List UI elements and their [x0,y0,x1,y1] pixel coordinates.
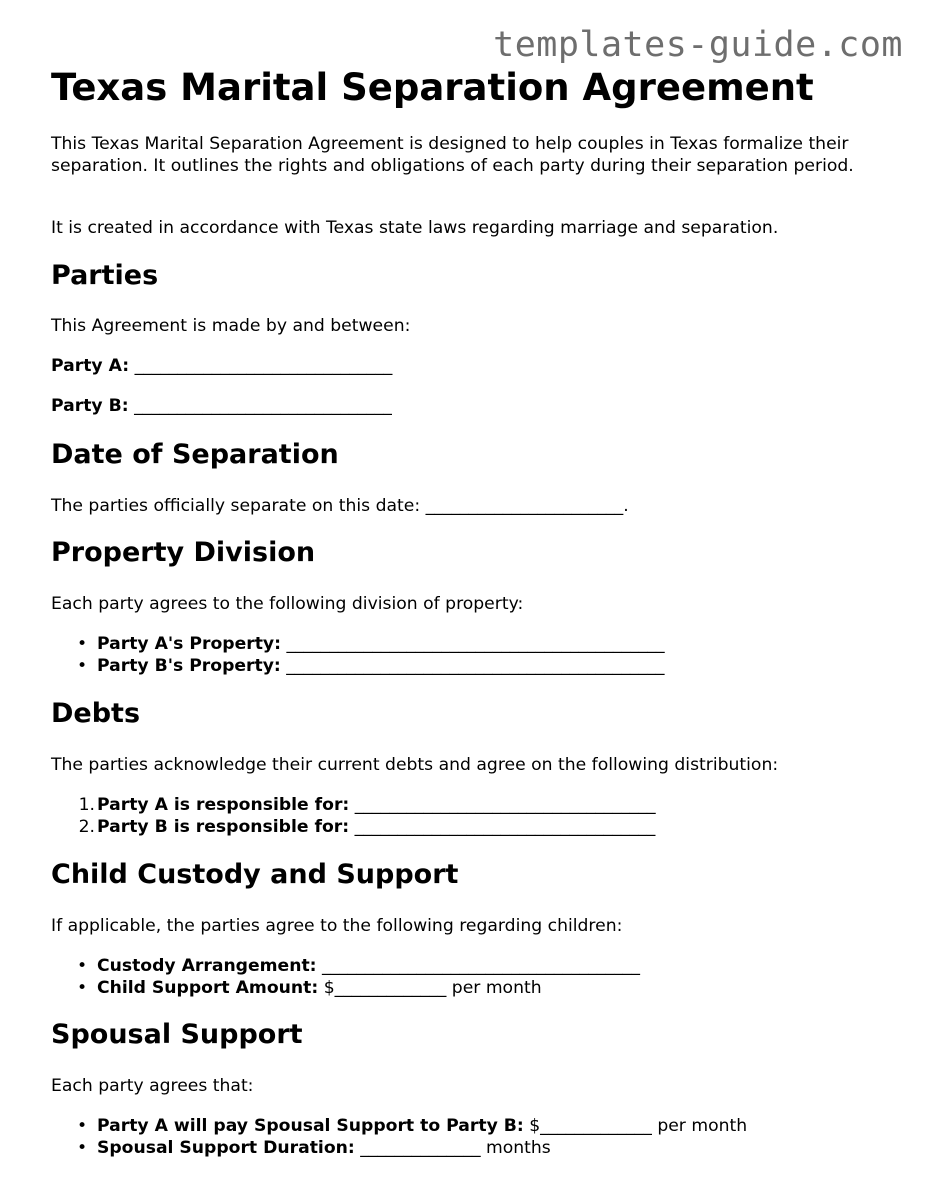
property-text: Each party agrees to the following division of property: [51,594,524,614]
custody-label: Custody Arrangement: [97,956,317,976]
property-b-blank[interactable]: ____________________________________________ [286,655,665,676]
list-item [51,1138,747,1160]
list-number: 2. [78,816,95,837]
debt-a-blank[interactable]: ___________________________________ [354,795,656,815]
watermark: templates-guide.com [493,25,903,65]
list-number: 1. [78,795,95,815]
party-a-line [51,356,392,378]
intro-paragraph-1: This Texas Marital Separation Agreement is designed to help couples in Texas formalize their separation. It outlines the rights and obligations of each party during their separation period. [51,134,854,176]
child-text: If applicable, the parties agree to the following regarding children: [51,916,623,936]
list-item [51,817,656,839]
spousal-pay-blank[interactable]: $_____________ per month [529,1116,748,1136]
property-a-blank[interactable]: ____________________________________________ [286,634,665,654]
child-support-label: Child Support Amount: [97,977,319,998]
heading-debts: Debts [51,698,141,729]
bullet: • [77,1116,88,1136]
list-item [51,978,640,1000]
debt-a-label: Party A is responsible for: [97,795,350,815]
intro-paragraph-2: It is created in accordance with Texas state laws regarding marriage and separation. [51,218,779,238]
property-a-label: Party A's Property: [97,634,282,654]
spousal-list [51,1116,747,1159]
bullet: • [77,956,88,976]
party-b-label: Party B: [51,396,129,416]
separation-date-text: The parties officially separate on this date: _______________________. [51,496,629,516]
party-b-line [51,396,392,418]
heading-spousal-support: Spousal Support [51,1019,303,1050]
heading-date-of-separation: Date of Separation [51,439,339,470]
debts-text: The parties acknowledge their current debts and agree on the following distribution: [51,755,779,775]
heading-property-division: Property Division [51,537,316,568]
debt-b-label: Party B is responsible for: [97,816,350,837]
debts-list [51,795,656,838]
spousal-duration-blank[interactable]: ______________ months [360,1137,551,1158]
spousal-pay-label: Party A will pay Spousal Support to Party B: [97,1116,524,1136]
parties-text: This Agreement is made by and between: [51,316,411,336]
party-a-label: Party A: [51,356,130,376]
property-list [51,634,665,677]
list-item [51,795,656,817]
bullet: • [77,977,88,998]
property-b-label: Party B's Property: [97,655,281,676]
spousal-text: Each party agrees that: [51,1076,254,1096]
child-list [51,956,640,999]
bullet: • [77,655,88,676]
list-item [51,634,665,656]
custody-blank[interactable]: _____________________________________ [322,956,640,976]
bullet: • [77,1137,88,1158]
list-item [51,1116,747,1138]
page-title: Texas Marital Separation Agreement [51,66,814,109]
bullet: • [77,634,88,654]
list-item [51,656,665,678]
heading-child-custody: Child Custody and Support [51,859,459,890]
spousal-duration-label: Spousal Support Duration: [97,1137,355,1158]
party-b-blank[interactable]: ______________________________ [134,396,392,416]
child-support-blank[interactable]: $_____________ per month [323,977,542,998]
debt-b-blank[interactable]: ___________________________________ [354,816,656,837]
list-item [51,956,640,978]
heading-parties: Parties [51,260,159,291]
party-a-blank[interactable]: ______________________________ [134,356,393,376]
